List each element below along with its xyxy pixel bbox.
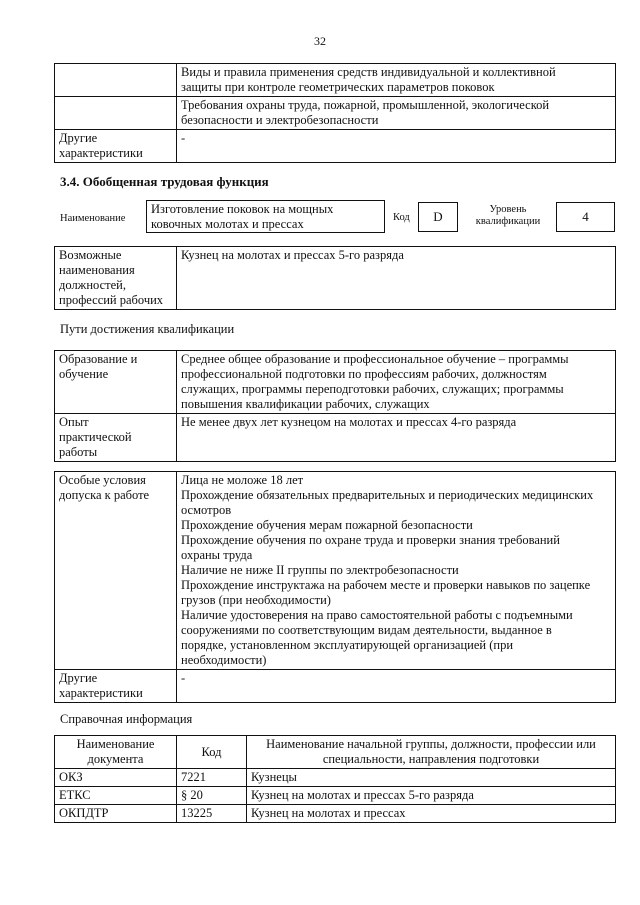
value-cell (177, 414, 616, 462)
text-line: специальности, направления подготовки (322, 752, 540, 766)
name-value-box (146, 200, 385, 233)
table-row (55, 769, 616, 787)
value-cell (177, 64, 616, 97)
text-line: Не менее двух лет кузнецом на молотах и прессах 4-го разряда (181, 415, 517, 429)
text-line: квалификации (475, 216, 541, 227)
code-value-box: D (418, 202, 458, 232)
table-row (55, 97, 616, 130)
table-row (55, 351, 616, 414)
text-line: - (181, 671, 186, 685)
text-line: Среднее общее образование и профессиональное обучение – программы (181, 352, 569, 366)
text-line: грузов (при необходимости) (181, 593, 331, 607)
column-header-name (247, 736, 616, 769)
value-cell (177, 351, 616, 414)
text-line: Прохождение инструктажа на рабочем месте и проверки навыков по зацепке (181, 578, 591, 592)
level-label (470, 204, 546, 228)
name-cell: Кузнец на молотах и прессах 5-го разряда (247, 787, 616, 805)
text-line: практической (59, 430, 132, 444)
text-line: Прохождение обучения по охране труда и проверки знания требований (181, 533, 560, 547)
header-row (55, 736, 616, 769)
text-line: допуска к работе (59, 488, 150, 502)
page-number: 32 (314, 34, 326, 48)
table-row (55, 787, 616, 805)
reference-table (54, 735, 616, 823)
code-cell: 7221 (177, 769, 247, 787)
text-line: повышения квалификации рабочих, служащих (181, 397, 430, 411)
label-cell (55, 414, 177, 462)
text-line: Опыт (59, 415, 89, 429)
text-line: документа (87, 752, 144, 766)
text-line: Образование и (59, 352, 138, 366)
value-cell (177, 670, 616, 703)
text-line: осмотров (181, 503, 232, 517)
text-line: Виды и правила применения средств индивидуальной и коллективной (181, 65, 556, 79)
text-line: Другие (59, 131, 98, 145)
text-line: обучение (59, 367, 109, 381)
text-line: наименования (59, 263, 135, 277)
positions-table (54, 246, 616, 310)
doc-cell: ЕТКС (55, 787, 177, 805)
text-line: защиты при контроле геометрических параметров поковок (181, 80, 495, 94)
code-cell: 13225 (177, 805, 247, 823)
qualification-title: Пути достижения квалификации (60, 322, 235, 336)
code-label: Код (393, 212, 410, 223)
text-line: служащих, программы переподготовки рабочих, служащих; программы (181, 382, 564, 396)
label-cell (55, 97, 177, 130)
text-line: Наличие не ниже II группы по электробезопасности (181, 563, 459, 577)
text-line: сооружениями по соответствующим видам деятельности, выданное в (181, 623, 552, 637)
value-cell (177, 130, 616, 163)
table-row (55, 414, 616, 462)
text-line: Возможные (59, 248, 122, 262)
name-label: Наименование (60, 213, 126, 224)
value-cell (177, 97, 616, 130)
text-line: Наименование (76, 737, 155, 751)
table-row (55, 472, 616, 670)
text-line: Уровень (489, 204, 527, 215)
text-line: - (181, 131, 186, 145)
top-table (54, 63, 616, 163)
column-header-code (177, 736, 247, 769)
text-line: Наименование начальной группы, должности, профессии или (266, 737, 596, 751)
value-cell: Кузнец на молотах и прессах 5-го разряда (177, 247, 616, 310)
label-cell (55, 64, 177, 97)
text-line: безопасности и электробезопасности (181, 113, 379, 127)
table-row (55, 247, 616, 310)
label-cell (55, 670, 177, 703)
table-row (55, 805, 616, 823)
text-line: Код (201, 744, 222, 759)
text-line: профессиональной подготовки по профессиям рабочих, должностям (181, 367, 547, 381)
label-cell (55, 247, 177, 310)
value-cell (177, 472, 616, 670)
text-line: работы (59, 445, 98, 459)
text-line: ковочных молотах и прессах (151, 217, 304, 231)
text-line: Особые условия (59, 473, 146, 487)
doc-cell: ОКЗ (55, 769, 177, 787)
label-cell (55, 351, 177, 414)
text-line: характеристики (59, 686, 143, 700)
text-line: Изготовление поковок на мощных (151, 202, 334, 216)
text-line: охраны труда (181, 548, 253, 562)
reference-title: Справочная информация (60, 712, 193, 726)
text-line: необходимости) (181, 653, 267, 667)
name-cell: Кузнец на молотах и прессах (247, 805, 616, 823)
text-line: Требования охраны труда, пожарной, промышленной, экологической (181, 98, 550, 112)
qualification-table (54, 350, 616, 462)
column-header-document (55, 736, 177, 769)
text-line: Прохождение обучения мерам пожарной безопасности (181, 518, 473, 532)
text-line: Другие (59, 671, 98, 685)
text-line: должностей, (59, 278, 126, 292)
text-line: характеристики (59, 146, 143, 160)
text-line: Прохождение обязательных предварительных и периодических медицинских (181, 488, 594, 502)
label-cell (55, 472, 177, 670)
text-line: Наличие удостоверения на право самостоятельной работы с подъемными (181, 608, 573, 622)
text-line: профессий рабочих (59, 293, 164, 307)
text-line: порядке, установленном эксплуатирующей организацией (при (181, 638, 514, 652)
section-title: 3.4. Обобщенная трудовая функция (60, 174, 269, 189)
text-line: Лица не моложе 18 лет (181, 473, 304, 487)
level-value-box: 4 (556, 202, 615, 232)
name-cell: Кузнецы (247, 769, 616, 787)
table-row (55, 130, 616, 163)
label-cell (55, 130, 177, 163)
table-row (55, 64, 616, 97)
conditions-table (54, 471, 616, 703)
doc-cell: ОКПДТР (55, 805, 177, 823)
table-row (55, 670, 616, 703)
code-cell: § 20 (177, 787, 247, 805)
